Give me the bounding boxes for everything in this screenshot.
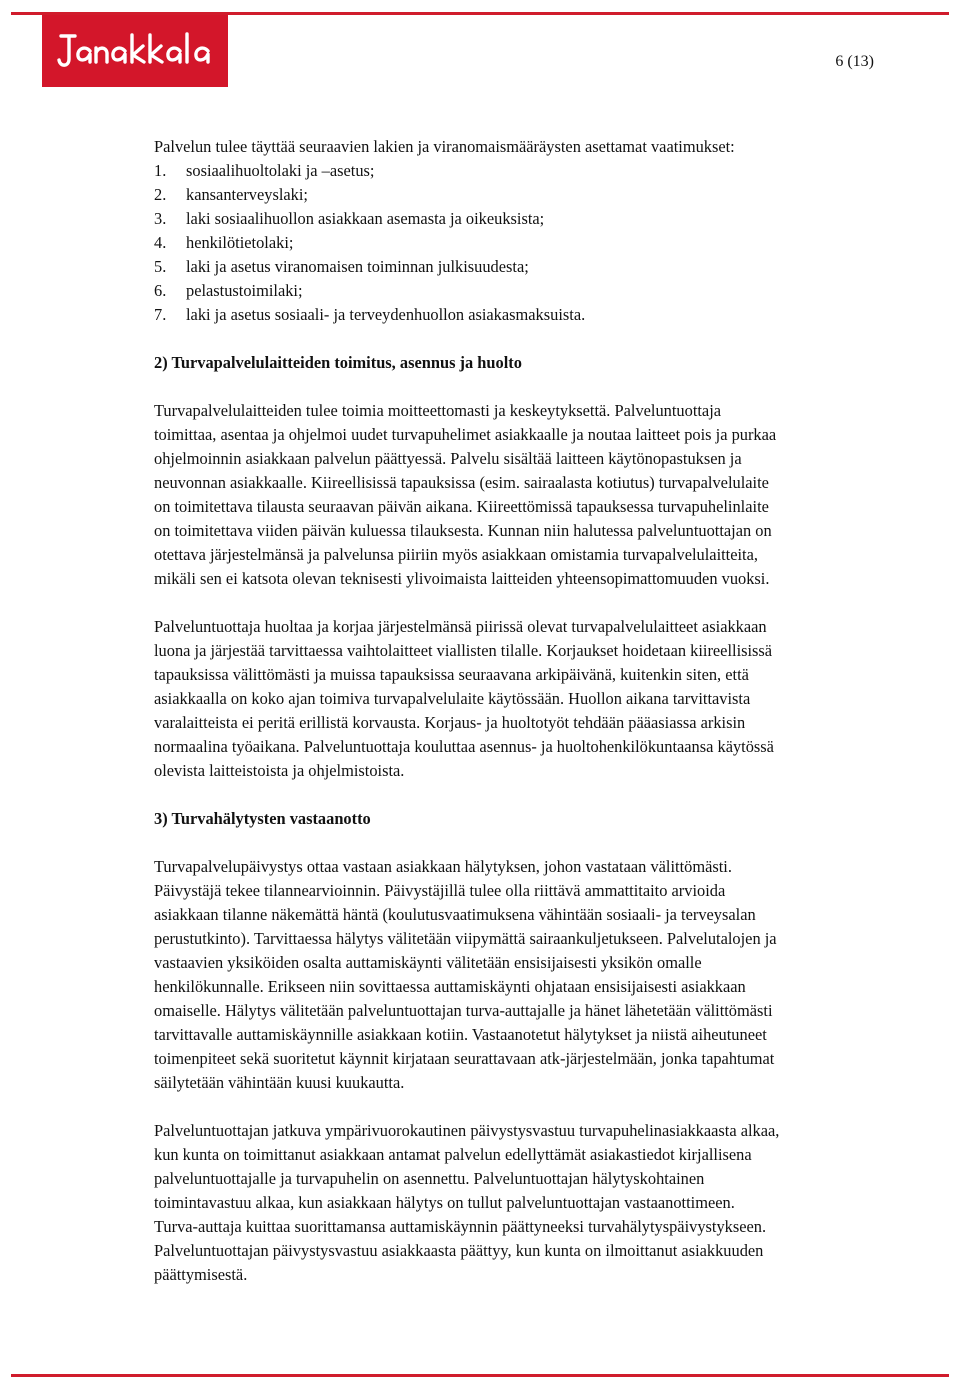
section-3-paragraph-2: Palveluntuottajan jatkuva ympärivuorokautinen päivystysvastuu turvapuhelinasiakkaasta alkaa, kun kunta on toimittanut asiakkaan antamat palvelun edellyttämät asiakastiedot kirjallisena palveluntuottajalle ja turvapuhelin on asennettu. Palveluntuottajan hälytyskohtainen toimintavastuu alkaa, kun asiakkaan hälytys on tullut palveluntuottajan vastaanottimeen. Turva-auttaja kuittaa suorittamansa auttamiskäynnin päättyneeksi turvahälytyspäivystykseen. Palveluntuottajan päivystysvastuu asiakkaasta päättyy, kun kunta on ilmoittanut asiakkuuden päättymisestä. (154, 1121, 780, 1284)
section-3-heading: 3) Turvahälytysten vastaanotto (154, 809, 371, 828)
page-number: 6 (13) (835, 53, 874, 70)
document-body (154, 135, 949, 1287)
janakkala-logo (42, 15, 228, 87)
list-item: 7. laki ja asetus sosiaali- ja terveydenhuollon asiakasmaksuista. (154, 305, 586, 324)
section-2-paragraph-1: Turvapalvelulaitteiden tulee toimia moitteettomasti ja keskeytyksettä. Palveluntuottaja toimittaa, asentaa ja ohjelmoi uudet turvapuhelimet asiakkaalle ja noutaa laitteet pois ja purkaa ohjelmoinnin asiakkaan palvelun päättyessä. Palvelu sisältää laitteen käytönopastuksen ja neuvonnan asiakkaalle. Kiireellisissä tapauksissa (esim. sairaalasta kotiutus) turvapalvelulaite on toimitettava tilausta seuraavan päivän aikana. Kiireettömissä tapauksessa turvapuhelinlaite on toimitettava viiden päivän kuluessa tilauksesta. Kunnan niin halutessa palveluntuottajan on otettava järjestelmänsä ja palvelunsa piiriin myös asiakkaan omistamia turvapalvelulaitteita, mikäli sen ei katsota olevan teknisesti ylivoimaista laitteiden yhteensopimattomuuden vuoksi. (154, 401, 777, 588)
law-list (154, 159, 949, 327)
intro-lead: Palvelun tulee täyttää seuraavien lakien ja viranomaismääräysten asettamat vaatimukset: (154, 137, 735, 156)
section-2-paragraph-2: Palveluntuottaja huoltaa ja korjaa järjestelmänsä piirissä olevat turvapalvelulaitteet asiakkaan luona ja järjestää tarvittaessa vaihtolaitteet viallisten tilalle. Korjaukset hoidetaan kiireellisissä tapauksissa välittömästi ja muissa tapauksissa seuraavana arkipäivänä, kuitenkin siten, että asiakkaalla on koko ajan toimiva turvapalvelulaite käytössään. Huollon aikana tarvittavista varalaitteista ei peritä erillistä korvausta. Korjaus- ja huoltotyöt tehdään pääasiassa arkisin normaalina työaikana. Palveluntuottaja kouluttaa asennus- ja huoltohenkilökuntaansa käytössä olevista laitteistoista ja ohjelmistoista. (154, 617, 774, 780)
list-item: 4. henkilötietolaki; (154, 233, 294, 252)
section-3-paragraph-1: Turvapalvelupäivystys ottaa vastaan asiakkaan hälytyksen, johon vastataan välittömästi. Päivystäjä tekee tilannearvioinnin. Päivystäjillä tulee olla riittävä ammattitaito arvioida asiakkaan tilanne näkemättä häntä (koulutusvaatimuksena vähintään sosiaali- ja terveysalan perustutkinto). Tarvittaessa hälytys välitetään viipymättä sairaankuljetukseen. Palvelutalojen ja vastaavien yksiköiden osalta auttamiskäynti välitetään ensisijaisesti yksikön omalle henkilökunnalle. Erikseen niin sovittaessa auttamiskäynti ohjataan ensisijaisesti asiakkaan omaiselle. Hälytys välitetään palveluntuottajan turva-auttajalle ja hänet lähetetään välittömästi tarvittavalle auttamiskäynnille asiakkaan kotiin. Vastaanotetut hälytykset ja niistä aiheutuneet toimenpiteet sekä suoritetut käynnit kirjataan seurattavaan atk-järjestelmään, jonka tapahtumat säilytetään vähintään kuusi kuukautta. (154, 857, 777, 1092)
list-item: 3. laki sosiaalihuollon asiakkaan asemasta ja oikeuksista; (154, 209, 545, 228)
footer-rule (11, 1374, 949, 1377)
list-item: 1. sosiaalihuoltolaki ja –asetus; (154, 161, 375, 180)
list-item: 6. pelastustoimilaki; (154, 281, 303, 300)
list-item: 5. laki ja asetus viranomaisen toiminnan julkisuudesta; (154, 257, 529, 276)
logo-wordmark (55, 29, 215, 73)
section-2-heading: 2) Turvapalvelulaitteiden toimitus, asennus ja huolto (154, 353, 522, 372)
list-item: 2. kansanterveyslaki; (154, 185, 308, 204)
